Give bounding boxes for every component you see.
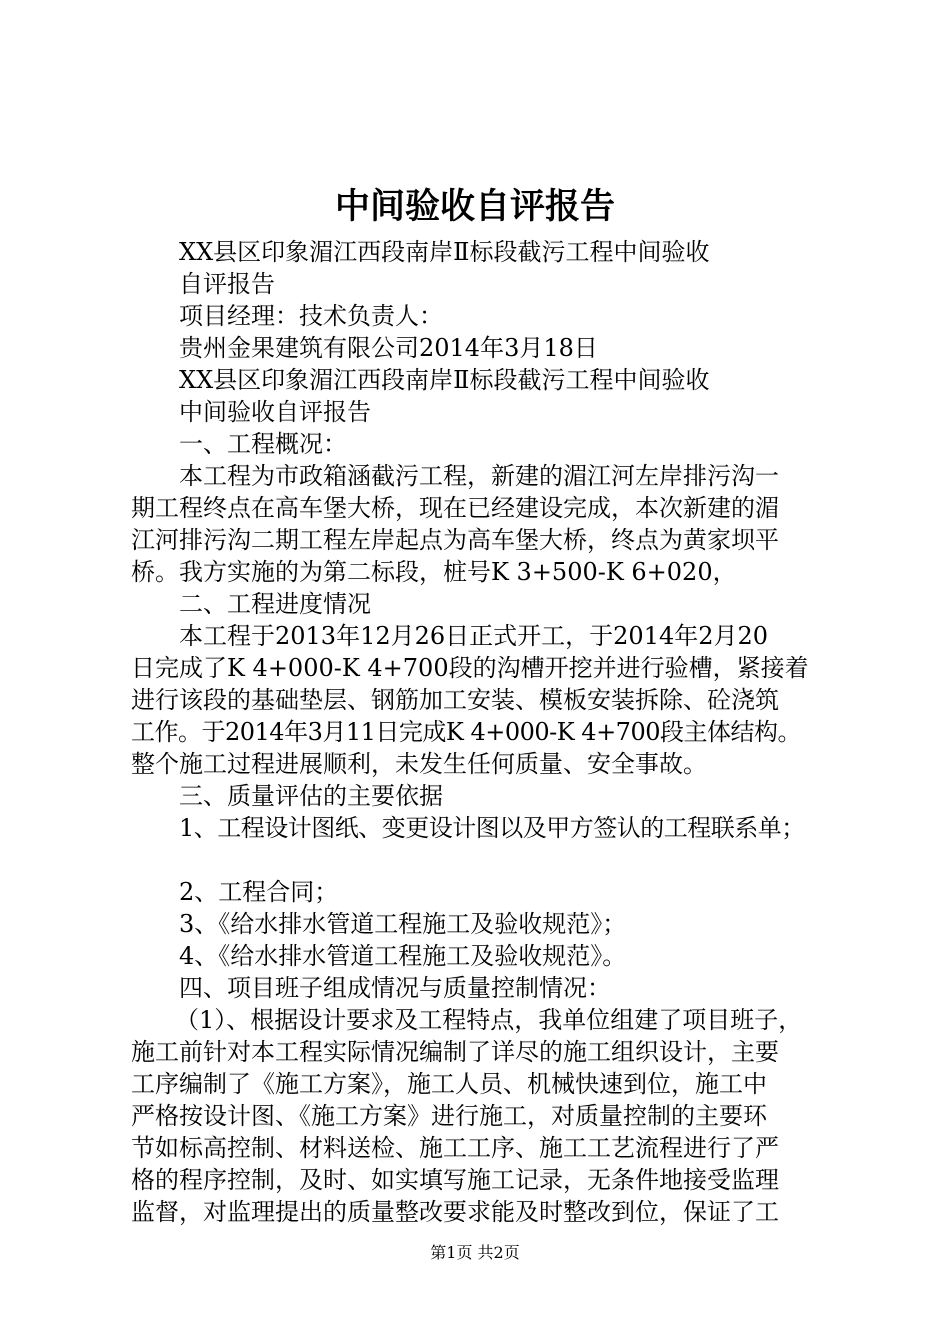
paragraph-line: 进行该段的基础垫层、钢筋加工安装、模板安装拆除、砼浇筑 bbox=[131, 686, 779, 714]
paragraph-line: 本工程为市政箱涵截污工程，新建的湄江河左岸排污沟一 bbox=[179, 462, 779, 490]
text-line: XX县区印象湄江西段南岸Ⅱ标段截污工程中间验收 bbox=[179, 366, 710, 394]
paragraph-line: 格的程序控制，及时、如实填写施工记录，无条件地接受监理 bbox=[131, 1166, 779, 1194]
text-line: 贵州金果建筑有限公司2014年3月18日 bbox=[179, 334, 598, 362]
paragraph-line: 桥。我方实施的为第二标段，桩号K 3+500-K 6+020， bbox=[131, 558, 737, 586]
paragraph-line: 江河排污沟二期工程左岸起点为高车堡大桥，终点为黄家坝平 bbox=[131, 526, 779, 554]
paragraph-line: 工序编制了《施工方案》，施工人员、机械快速到位，施工中 bbox=[131, 1070, 767, 1098]
list-item: 3、《给水排水管道工程施工及验收规范》； bbox=[179, 910, 627, 938]
section-heading: 一、工程概况： bbox=[179, 430, 347, 458]
paragraph-line: 节如标高控制、材料送检、施工工序、施工工艺流程进行了严 bbox=[131, 1134, 779, 1162]
document-title: 中间验收自评报告 bbox=[334, 186, 615, 227]
section-heading: 四、项目班子组成情况与质量控制情况： bbox=[179, 974, 611, 1002]
text-line: 中间验收自评报告 bbox=[179, 398, 371, 426]
text-line: 自评报告 bbox=[179, 270, 275, 298]
list-item: 1、工程设计图纸、变更设计图以及甲方签认的工程联系单； bbox=[179, 814, 805, 842]
paragraph-line: 整个施工过程进展顺利，未发生任何质量、安全事故。 bbox=[131, 750, 707, 778]
page-footer: 第1页 共2页 bbox=[430, 1243, 520, 1262]
text-line: XX县区印象湄江西段南岸Ⅱ标段截污工程中间验收 bbox=[179, 238, 710, 266]
paragraph-line: 工作。于2014年3月11日完成K 4+000-K 4+700段主体结构。 bbox=[131, 718, 801, 746]
blank-line bbox=[131, 844, 836, 876]
paragraph-line: 监督，对监理提出的质量整改要求能及时整改到位，保证了工 bbox=[131, 1198, 779, 1226]
paragraph-line: 期工程终点在高车堡大桥，现在已经建设完成，本次新建的湄 bbox=[131, 494, 779, 522]
text-line: 项目经理：技术负责人： bbox=[179, 302, 443, 330]
paragraph-line: 施工前针对本工程实际情况编制了详尽的施工组织设计，主要 bbox=[131, 1038, 779, 1066]
paragraph-line: 严格按设计图、《施工方案》进行施工，对质量控制的主要环 bbox=[131, 1102, 767, 1130]
paragraph-line: 日完成了K 4+000-K 4+700段的沟槽开挖并进行验槽，紧接着 bbox=[131, 654, 809, 682]
document-body bbox=[131, 236, 836, 1228]
section-heading: 三、质量评估的主要依据 bbox=[179, 782, 443, 810]
list-item: 2、工程合同； bbox=[179, 878, 339, 906]
paragraph-line: （1）、根据设计要求及工程特点，我单位组建了项目班子， bbox=[175, 1006, 803, 1034]
paragraph-line: 本工程于2013年12月26日正式开工，于2014年2月20 bbox=[179, 622, 769, 650]
list-item: 4、《给水排水管道工程施工及验收规范》。 bbox=[179, 942, 627, 970]
section-heading: 二、工程进度情况 bbox=[179, 590, 371, 618]
